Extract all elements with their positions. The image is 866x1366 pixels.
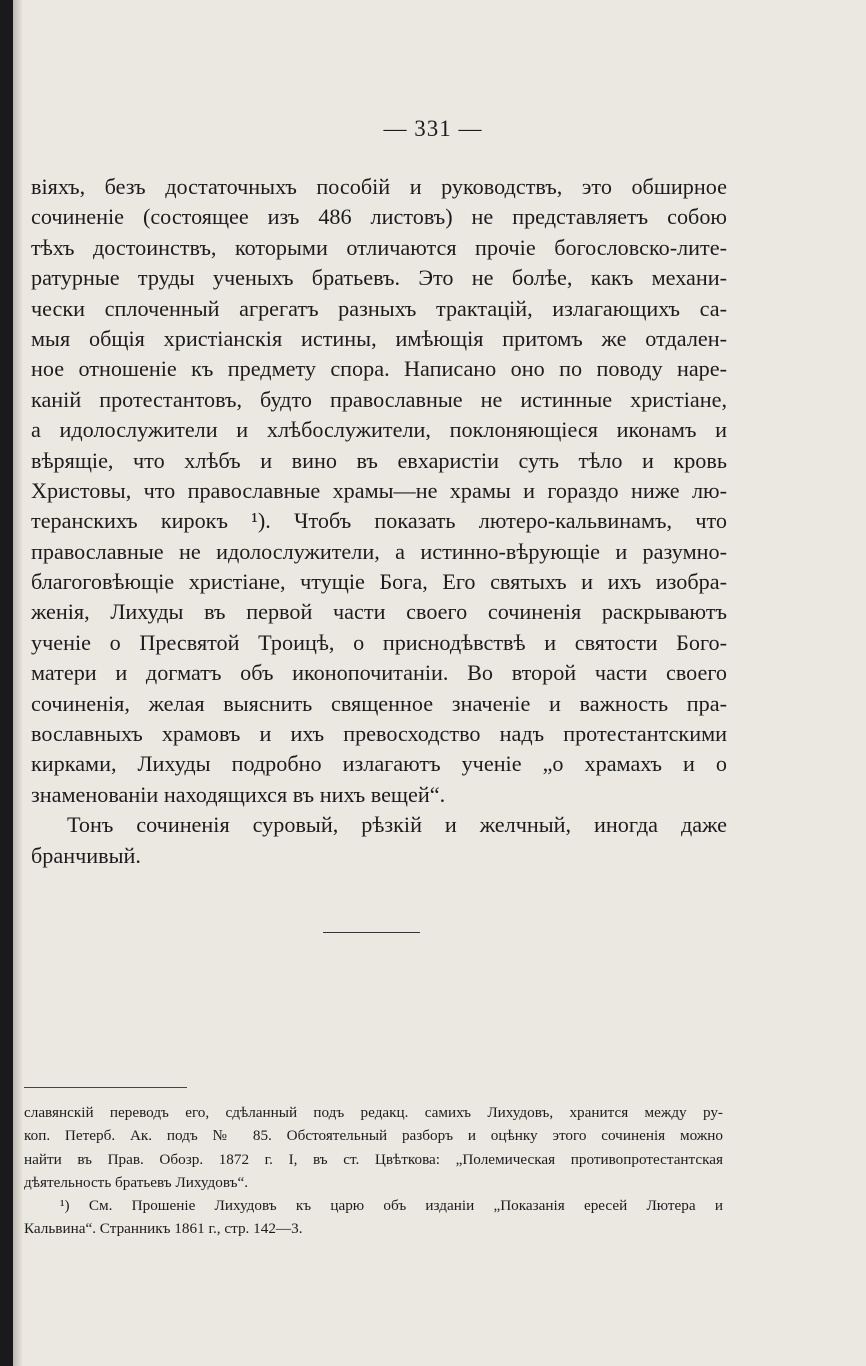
text-line: тѣхъ достоинствъ, которыми отличаются прочіе богословско-лите- — [31, 234, 727, 260]
text-line: сочиненія, желая выяснить священное значеніе и важность пра- — [31, 690, 727, 716]
footnote-line: славянскій переводъ его, сдѣланный подъ редакц. самихъ Лихудовъ, хранится между ру- — [24, 1104, 723, 1121]
text-line: ученіе о Пресвятой Троицѣ, о приснодѣвствѣ и святости Бого- — [31, 629, 727, 655]
text-line: чески сплоченный агрегатъ разныхъ трактацій, излагающихъ са- — [31, 295, 727, 321]
text-line: ратурные труды ученыхъ братьевъ. Это не болѣе, какъ механи- — [31, 265, 727, 291]
footnote-line: дѣятельность братьевъ Лихудовъ“. — [24, 1173, 249, 1191]
text-line: ное отношеніе къ предмету спора. Написано оно по поводу наре- — [31, 356, 727, 382]
text-line: кирками, Лихуды подробно излагаютъ ученіе „о храмахъ и о — [31, 751, 727, 777]
text-line: мыя общія христіанскія истины, имѣющія притомъ же отдален- — [31, 325, 727, 351]
text-line: Христовы, что православные храмы—не храмы и гораздо ниже лю- — [31, 477, 727, 503]
text-line: Тонъ сочиненія суровый, рѣзкій и желчный, иногда даже — [67, 812, 727, 838]
text-line: бранчивый. — [31, 842, 141, 868]
text-line: женія, Лихуды въ первой части своего сочиненія раскрываютъ — [31, 599, 727, 625]
footnote-line: ¹) См. Прошеніе Лихудовъ къ царю объ изданіи „Показанія ересей Лютера и — [60, 1197, 723, 1215]
footnotes — [24, 1101, 723, 1241]
text-line: вѣрящіе, что хлѣбъ и вино въ евхаристіи суть тѣло и кровь — [31, 447, 727, 473]
page-binding-edge — [0, 0, 13, 1366]
text-line: теранскихъ кирокъ ¹). Чтобъ показать лютеро-кальвинамъ, что — [31, 508, 727, 534]
footnote-divider — [24, 1087, 187, 1088]
text-line: сочиненіе (состоящее изъ 486 листовъ) не представляетъ собою — [31, 204, 727, 230]
footnote-line: Кальвина“. Странникъ 1861 г., стр. 142—3. — [24, 1220, 303, 1238]
text-line: благоговѣющіе христіане, чтущіе Бога, Его святыхъ и ихъ изобра- — [31, 569, 727, 595]
text-line: православные не идолослужители, а истинно-вѣрующіе и разумно- — [31, 538, 727, 564]
section-divider — [323, 932, 420, 933]
text-line: віяхъ, безъ достаточныхъ пособій и руководствъ, это обширное — [31, 174, 727, 199]
footnote-line: коп. Петерб. Ак. подъ № 85. Обстоятельный разборъ и оцѣнку этого сочиненія можно — [24, 1127, 723, 1145]
page-binding-shadow — [13, 0, 23, 1366]
text-line: каній протестантовъ, будто православные не истинные христіане, — [31, 386, 727, 412]
text-line: вославныхъ храмовъ и ихъ превосходство надъ протестантскими — [31, 721, 727, 747]
text-line: знаменованіи находящихся въ нихъ вещей“. — [31, 781, 446, 807]
main-text — [31, 172, 727, 871]
page-number: — 331 — — [383, 116, 483, 141]
text-line: матери и догматъ объ иконопочитаніи. Во второй части своего — [31, 660, 727, 686]
text-line: а идолослужители и хлѣбослужители, поклоняющіеся иконамъ и — [31, 417, 727, 443]
footnote-line: найти въ Прав. Обозр. 1872 г. I, въ ст. Цвѣткова: „Полемическая противопротестантская — [24, 1150, 723, 1168]
